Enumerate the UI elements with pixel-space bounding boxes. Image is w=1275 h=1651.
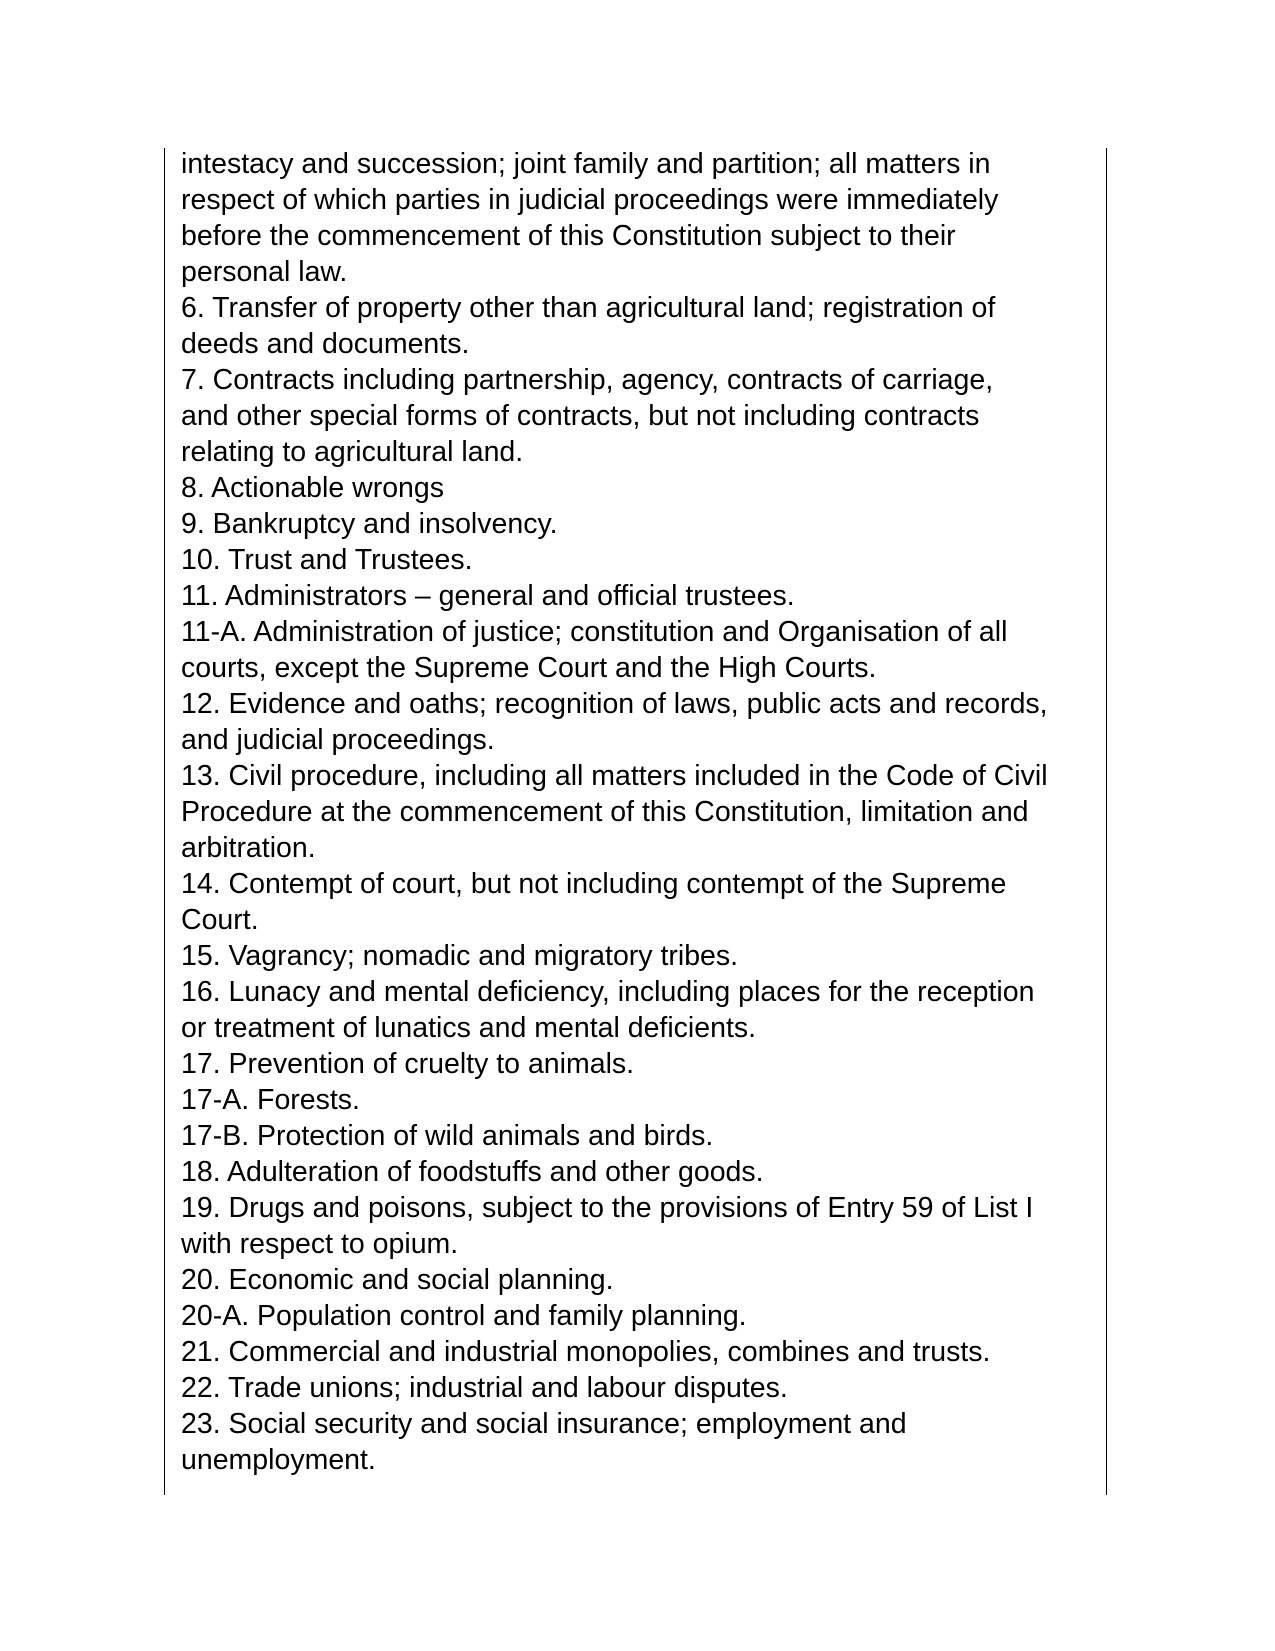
text-line: 6. Transfer of property other than agricultural land; registration of xyxy=(181,292,996,324)
text-line: relating to agricultural land. xyxy=(181,436,524,468)
text-line: 12. Evidence and oaths; recognition of laws, public acts and records, xyxy=(181,688,1048,720)
text-line: and other special forms of contracts, but not including contracts xyxy=(181,400,980,432)
text-line: respect of which parties in judicial proceedings were immediately xyxy=(181,184,999,216)
text-line: 20. Economic and social planning. xyxy=(181,1264,614,1296)
text-line: 18. Adulteration of foodstuffs and other goods. xyxy=(181,1156,764,1188)
text-line: 17-A. Forests. xyxy=(181,1084,360,1116)
text-line: 13. Civil procedure, including all matters included in the Code of Civil xyxy=(181,760,1048,792)
right-border-line xyxy=(1106,148,1107,1495)
text-line: or treatment of lunatics and mental deficients. xyxy=(181,1012,757,1044)
text-line: 9. Bankruptcy and insolvency. xyxy=(181,508,558,540)
text-line: and judicial proceedings. xyxy=(181,724,495,756)
text-line: 11-A. Administration of justice; constitution and Organisation of all xyxy=(181,616,1008,648)
text-line: 17-B. Protection of wild animals and birds. xyxy=(181,1120,714,1152)
text-line: arbitration. xyxy=(181,832,316,864)
text-line: with respect to opium. xyxy=(181,1228,459,1260)
text-line: 11. Administrators – general and official trustees. xyxy=(181,580,795,612)
text-line: 8. Actionable wrongs xyxy=(181,472,444,504)
left-border-line xyxy=(164,148,165,1495)
text-line: 15. Vagrancy; nomadic and migratory tribes. xyxy=(181,940,739,972)
text-line: courts, except the Supreme Court and the High Courts. xyxy=(181,652,877,684)
text-line: 17. Prevention of cruelty to animals. xyxy=(181,1048,635,1080)
text-line: 22. Trade unions; industrial and labour disputes. xyxy=(181,1372,788,1404)
text-line: before the commencement of this Constitution subject to their xyxy=(181,220,956,252)
text-line: 23. Social security and social insurance; employment and xyxy=(181,1408,907,1440)
text-line: 7. Contracts including partnership, agency, contracts of carriage, xyxy=(181,364,994,396)
text-line: deeds and documents. xyxy=(181,328,470,360)
text-line: 14. Contempt of court, but not including contempt of the Supreme xyxy=(181,868,1007,900)
text-line: unemployment. xyxy=(181,1444,376,1476)
text-line: personal law. xyxy=(181,256,348,288)
text-line: 19. Drugs and poisons, subject to the provisions of Entry 59 of List I xyxy=(181,1192,1034,1224)
document-body xyxy=(181,146,1101,1478)
text-line: 10. Trust and Trustees. xyxy=(181,544,473,576)
text-line: intestacy and succession; joint family and partition; all matters in xyxy=(181,148,991,180)
text-line: Procedure at the commencement of this Constitution, limitation and xyxy=(181,796,1029,828)
text-line: 16. Lunacy and mental deficiency, including places for the reception xyxy=(181,976,1035,1008)
text-line: 20-A. Population control and family planning. xyxy=(181,1300,747,1332)
text-line: Court. xyxy=(181,904,259,936)
text-line: 21. Commercial and industrial monopolies, combines and trusts. xyxy=(181,1336,991,1368)
